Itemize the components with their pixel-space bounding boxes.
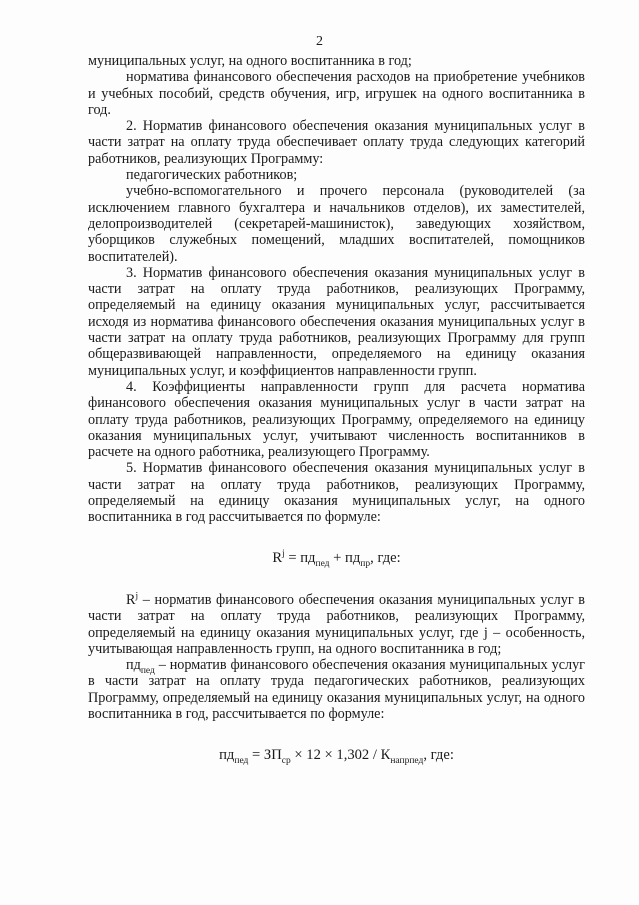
formula-pdped-term2-sub: напрпед xyxy=(390,756,424,767)
paragraph-5: 3. Норматив финансового обеспечения оказания муниципальных услуг в части затрат на оплату труда работников, реализующих Программу, определяемый на единицу оказания муниципальных услуг, рассчитывается исходя из норматива финансового обеспечения оказания муниципальных услуг в части затрат на оплату труда работников, реализующих Программу для групп общеразвивающей направленности, определяемого на единицу оказания муниципальных услуг, и коэффициентов направленности групп. xyxy=(88,264,585,379)
definition-rj-text: – норматив финансового обеспечения оказания муниципальных услуг в части затрат на оплату труда работников, реализующих Программу, определяемый на единицу оказания муниципальных услуг, где j – особенность, учитывающая направленность групп, на одного воспитанника в год; xyxy=(88,591,585,657)
formula-pdped-lhs-sub: пед xyxy=(234,756,249,767)
paragraph-4: учебно-вспомогательного и прочего персонала (руководителей (за исключением главного бухгалтера и начальников отделов), их заместителей, делопроизводителей (секретарей-машинисток), заведующих хозяйством, уборщиков служебных помещений, младших воспитателей, помощников воспитателей). xyxy=(88,183,585,265)
formula-pdped-eq: = xyxy=(248,747,264,764)
page-number: 2 xyxy=(316,34,323,49)
definition-pdped-symbol-sub: пед xyxy=(140,665,155,676)
formula-rj xyxy=(88,548,585,569)
formula-pdped-op: × 12 × 1,302 / xyxy=(290,747,381,764)
formula-rj-tail: , где: xyxy=(370,549,401,566)
paragraph-3: педагогических работников; xyxy=(126,167,298,184)
paragraph-6: 4. Коэффициенты направленности групп для расчета норматива финансового обеспечения оказания муниципальных услуг в части затрат на оплату труда работников, реализующих Программу, определяемого на единицу оказания муниципальных услуг, учитывают численность воспитанников в расчете на одного работника, реализующего Программу. xyxy=(88,378,585,461)
formula-rj-term2-sub: пр xyxy=(360,558,371,569)
formula-pdped-lhs: пд xyxy=(219,747,235,764)
paragraph-2: 2. Норматив финансового обеспечения оказания муниципальных услуг в части затрат на оплату труда обеспечивает оплату труда следующих категорий работников, реализующих Программу: xyxy=(88,118,585,167)
formula-rj-term1: пд xyxy=(300,549,316,566)
definition-pdped xyxy=(88,657,585,722)
formula-rj-lhs-sup: j xyxy=(282,548,285,559)
formula-rj-term2: пд xyxy=(345,549,361,566)
definition-pdped-symbol: пд xyxy=(126,657,141,674)
definition-rj xyxy=(88,592,585,657)
formula-pdped-tail: , где: xyxy=(423,747,454,764)
definition-rj-symbol: R xyxy=(126,591,136,608)
formula-pdped-term1-sub: ср xyxy=(281,756,291,767)
formula-pdped-term1: ЗП xyxy=(263,747,282,764)
formula-rj-lhs: R xyxy=(272,549,283,566)
formula-pdped xyxy=(88,747,585,767)
definition-rj-symbol-sup: j xyxy=(135,591,139,602)
paragraph-0: муниципальных услуг, на одного воспитанника в год; xyxy=(88,53,412,69)
paragraph-7: 5. Норматив финансового обеспечения оказания муниципальных услуг в части затрат на оплату труда работников, реализующих Программу, определяемый на единицу оказания муниципальных услуг, на одного воспитанника в год рассчитывается по формуле: xyxy=(88,460,585,526)
document-body xyxy=(88,53,585,767)
formula-rj-plus: + xyxy=(329,549,346,566)
definition-pdped-text: – норматив финансового обеспечения оказания муниципальных услуг в части затрат на оплату труда педагогических работников, реализующих Программу, определяемый на единицу оказания муниципальных услуг, на одного воспитанника в год, рассчитывается по формуле: xyxy=(88,657,585,722)
formula-pdped-term2: К xyxy=(380,747,391,764)
formula-rj-term1-sub: пед xyxy=(315,558,330,569)
paragraph-1: норматива финансового обеспечения расходов на приобретение учебников и учебных пособий, средств обучения, игр, игрушек на одного воспитанника в год. xyxy=(88,69,585,118)
formula-rj-eq: = xyxy=(284,549,301,566)
